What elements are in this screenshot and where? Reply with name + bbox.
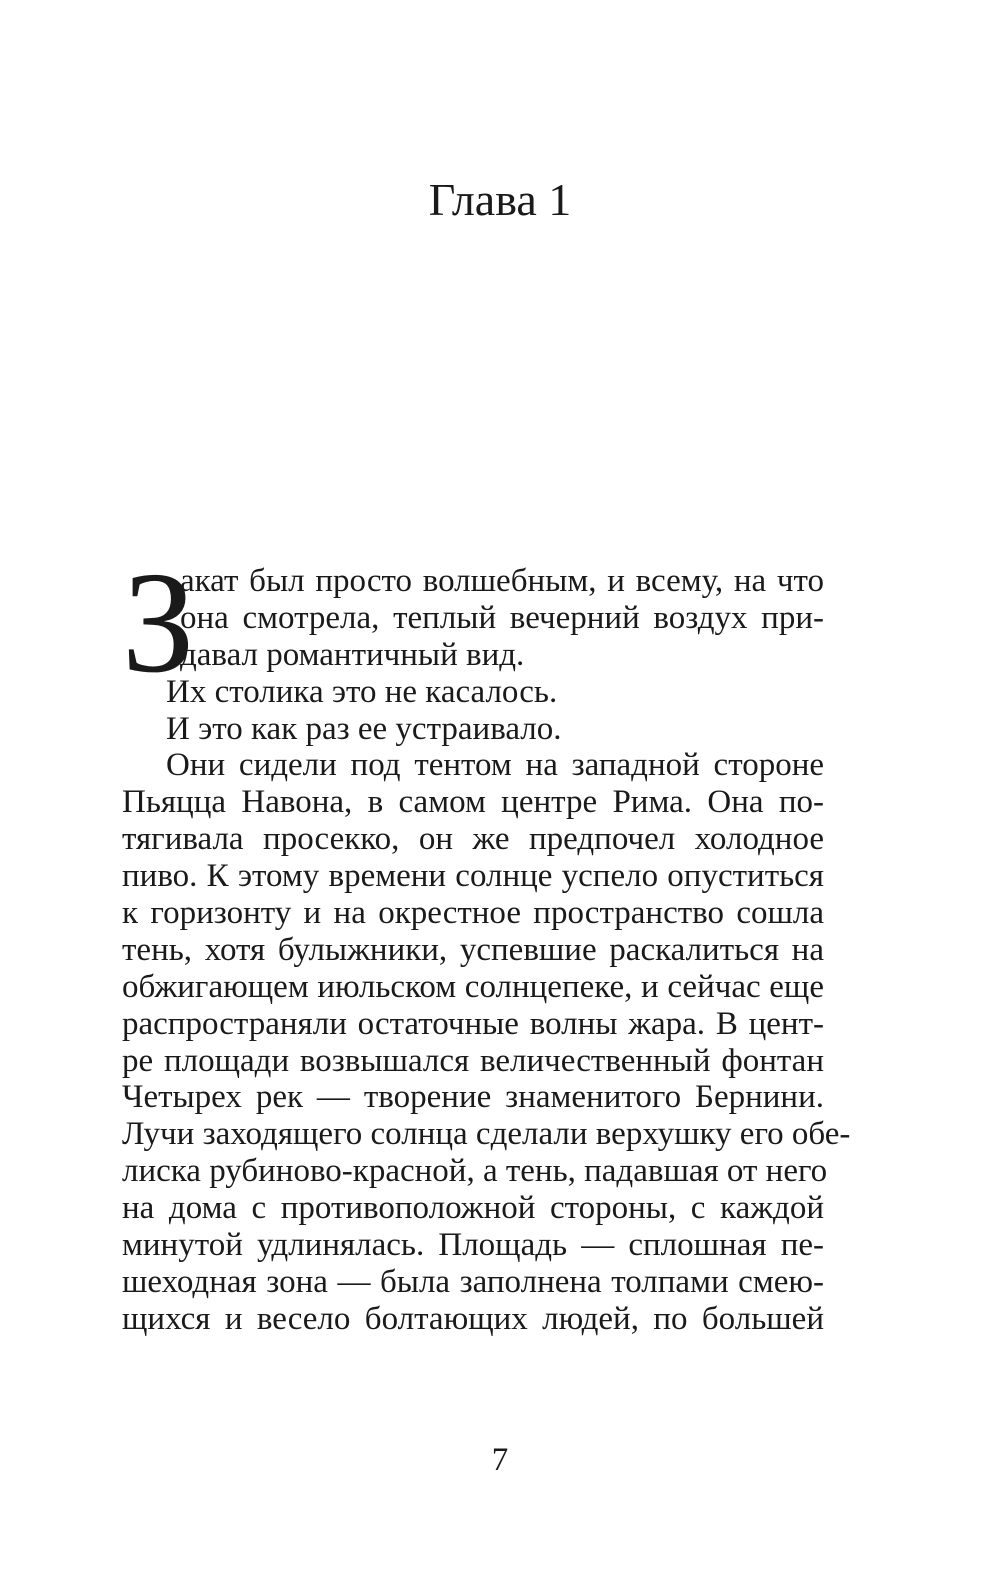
text-line: ре площади возвышался величественный фонтан (122, 1042, 824, 1079)
text-line: щихся и весело болтающих людей, по большей (122, 1300, 824, 1337)
text-line: к горизонту и на окрестное пространство сошла (122, 895, 824, 932)
text-line: Лучи заходящего солнца сделали верхушку его обе- (122, 1116, 851, 1153)
body-text (122, 543, 851, 1338)
text-line: тень, хотя булыжники, успевшие раскалиться на (122, 931, 824, 968)
text-line: Четырех рек — творение знаменитого Бернини. (122, 1079, 824, 1116)
chapter-title: Глава 1 (428, 174, 572, 225)
text-line: минутой удлинялась. Площадь — сплошная пе- (122, 1227, 824, 1264)
text-line: давал романтичный вид. (180, 636, 525, 673)
text-line: Пьяцца Навона, в самом центре Рима. Она по- (122, 784, 824, 821)
text-line: она смотрела, теплый вечерний воздух при- (180, 599, 824, 636)
text-line: акат был просто волшебным, и всему, на что (180, 563, 824, 599)
text-line: обжигающем июльском солнцепеке, и сейчас еще (122, 968, 824, 1005)
drop-cap: З (122, 543, 195, 703)
short-paragraph: И это как раз ее устраивало. (166, 710, 562, 747)
page-number: 7 (491, 1442, 509, 1478)
text-line: тягивала просекко, он же предпочел холодное (122, 821, 824, 858)
text-line: лиска рубиново-красной, а тень, падавшая от него (122, 1153, 828, 1190)
short-paragraph: Их столика это не касалось. (166, 673, 558, 710)
text-line: распространяли остаточные волны жара. В цент- (122, 1005, 824, 1042)
text-line: Они сидели под тентом на западной стороне (166, 747, 824, 784)
text-line: шеходная зона — была заполнена толпами смею- (122, 1263, 824, 1300)
text-line: на дома с противоположной стороны, с каждой (122, 1190, 824, 1227)
text-line: пиво. К этому времени солнце успело опуститься (122, 858, 824, 895)
